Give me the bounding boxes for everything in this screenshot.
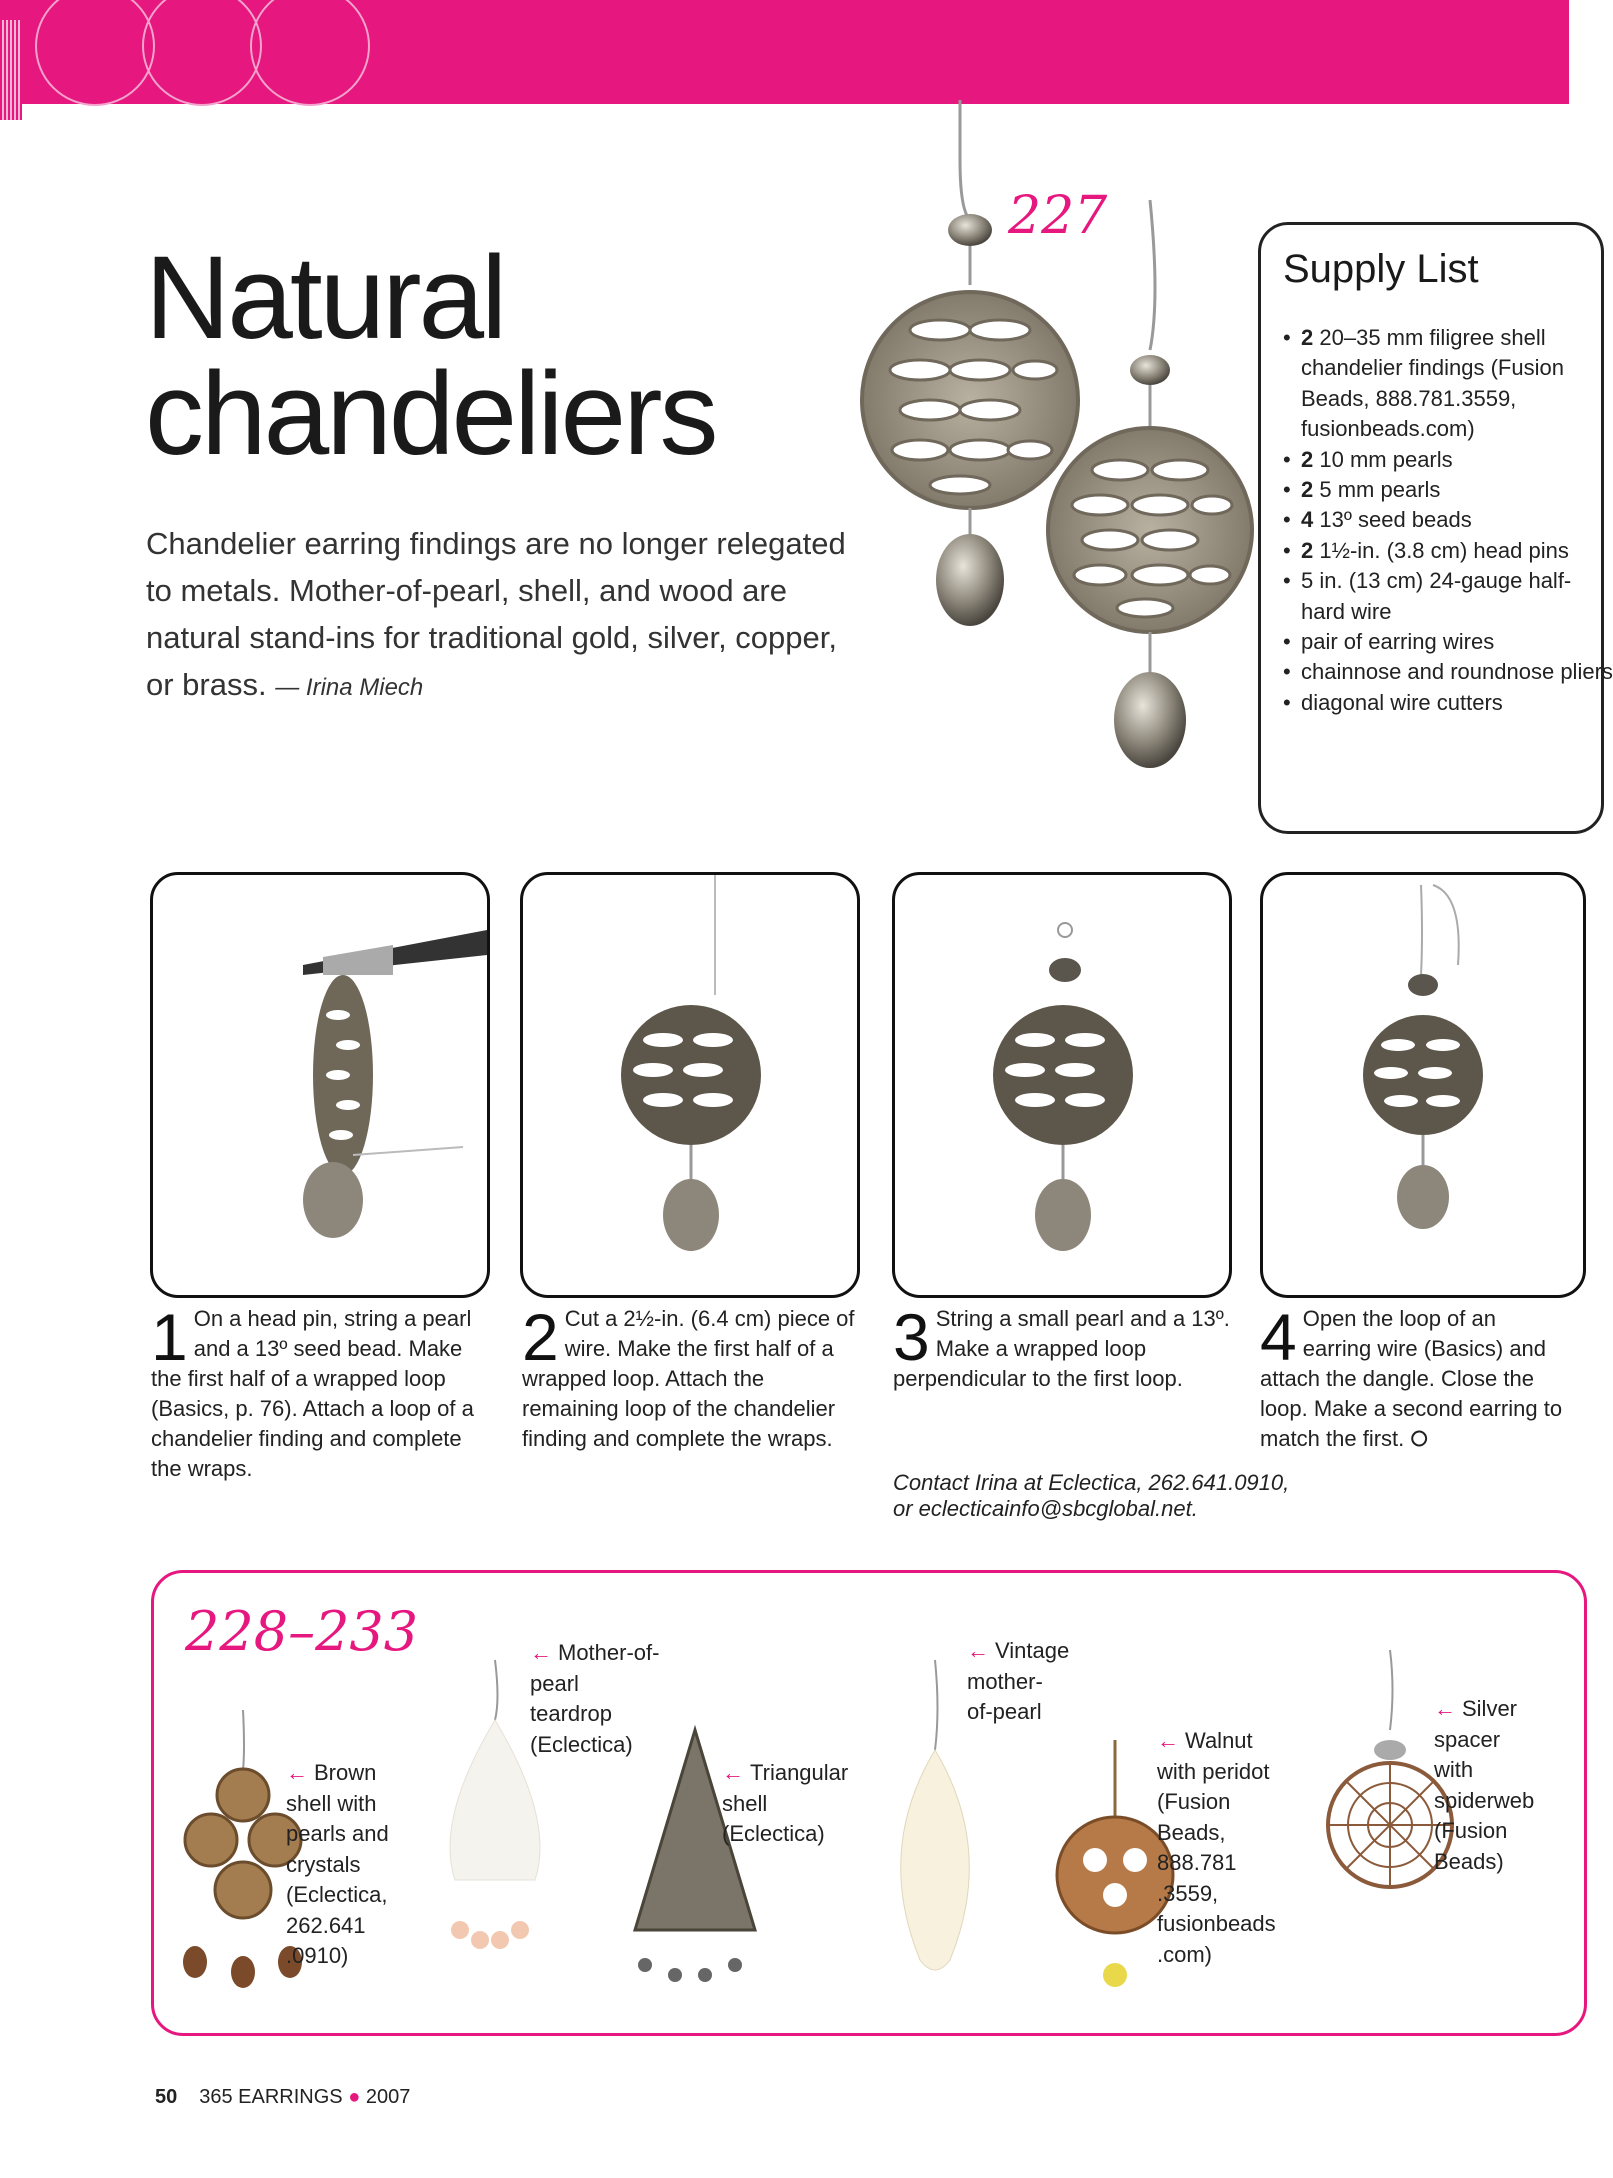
step-1-illustration [153,875,487,1295]
supply-item [1283,475,1613,505]
supply-list-heading: Supply List [1283,247,1479,291]
supply-qty: 2 [1301,477,1314,503]
supply-text: chainnose and roundnose pliers [1301,659,1613,685]
supply-item [1283,505,1613,535]
arrow-left-icon: ← [530,1640,552,1665]
supply-item [1283,657,1613,687]
step-2-photo [520,872,860,1298]
gallery-label-text: Silver spacer with spiderweb (Fusion Beads) [1434,1696,1535,1874]
hero-earrings-photo [860,100,1260,780]
intro-text: Chandelier earring findings are no longer relegated to metals. Mother-of-pearl, shell, and wood are natural stand-ins for traditional gold, silver, copper, or brass. [146,526,846,702]
supply-item [1283,566,1613,627]
step-number: 4 [1260,1300,1297,1374]
supply-qty: 2 [1301,537,1314,563]
supply-item [1283,323,1613,445]
step-instruction: String a small pearl and a 13º. Make a wrapped loop perpendicular to the first loop. [893,1306,1230,1391]
arrow-left-icon: ← [722,1760,744,1785]
contact-line: or eclecticainfo@sbcglobal.net. [893,1496,1198,1521]
project-number: 227 [1008,186,1108,246]
banner-circle [35,0,155,106]
intro-paragraph [146,520,866,711]
gallery-label-walnut [1157,1726,1276,1970]
arrow-left-icon: ← [286,1760,308,1785]
step-4-illustration [1263,875,1583,1295]
gallery-label-vintage [967,1636,1069,1728]
gallery-label-text: Brown shell with pearls and crystals (Eclectica, 262.641 .0910) [286,1760,389,1968]
arrow-left-icon: ← [1157,1728,1179,1753]
supply-text: 13º seed beads [1319,507,1472,533]
arrow-left-icon: ← [967,1638,989,1663]
step-instruction: Cut a 2½-in. (6.4 cm) piece of wire. Make the first half of a wrapped loop. Attach the remaining loop of the chandelier finding and complete the wraps. [522,1306,855,1451]
page-edge-strip [0,20,22,120]
supply-item [1283,688,1613,718]
page-title: Natural chandeliers [145,232,716,480]
step-number: 2 [522,1300,559,1374]
supply-item [1283,536,1613,566]
banner-circle [250,0,370,106]
step-instruction: Open the loop of an earring wire (Basics) and attach the dangle. Close the loop. Make a second earring to match the first. ⭘ [1260,1306,1563,1451]
arrow-left-icon: ← [1434,1696,1456,1721]
supply-text: 20–35 mm filigree shell chandelier findings (Fusion Beads, 888.781.3559, fusionbeads.com) [1301,325,1564,442]
step-2-illustration [523,875,857,1295]
footer-dot: ● [348,2086,361,2108]
step-3-text [893,1300,1233,1394]
step-instruction: On a head pin, string a pearl and a 13º seed bead. Make the first half of a wrapped loop (Basics, p. 76). Attach a loop of a chandelier finding and complete the wraps. [151,1306,474,1481]
gallery-number: 228–233 [185,1600,419,1663]
supply-qty: 2 [1301,446,1314,472]
supply-text: 5 in. (13 cm) 24-gauge half-hard wire [1301,568,1572,624]
supply-list [1283,323,1613,718]
supply-item [1283,627,1613,657]
supply-qty: 2 [1301,325,1314,350]
page-number: 50 [155,2086,178,2108]
gallery-label-teardrop [530,1638,659,1760]
supply-qty: 4 [1301,507,1314,533]
step-number: 3 [893,1300,930,1374]
gallery-label-text: Triangular shell (Eclectica) [722,1760,849,1846]
step-3-illustration [895,875,1229,1295]
publication-name: 365 EARRINGS [199,2086,343,2108]
gallery-label-text: Mother-of- pearl teardrop (Eclectica) [530,1640,660,1757]
supply-list-box [1258,222,1613,834]
page-footer [155,2086,410,2109]
gallery-label-text: Walnut with peridot (Fusion Beads, 888.781 .3559, fusionbeads .com) [1157,1728,1276,1967]
step-4-text [1260,1300,1566,1454]
contact-info [893,1470,1289,1522]
step-1-text [151,1300,491,1484]
supply-text: 5 mm pearls [1319,477,1441,503]
step-2-text [522,1300,862,1454]
supply-text: 10 mm pearls [1319,446,1453,472]
publication-year: 2007 [365,2086,411,2108]
step-3-photo [892,872,1232,1298]
step-number: 1 [151,1300,188,1374]
step-1-photo [150,872,490,1298]
gallery-label-spiderweb [1434,1694,1534,1877]
step-4-photo [1260,872,1586,1298]
supply-text: diagonal wire cutters [1301,689,1503,715]
supply-text: 1½-in. (3.8 cm) head pins [1319,537,1569,563]
intro-byline: — Irina Miech [275,674,424,701]
banner-circle [142,0,262,106]
supply-text: pair of earring wires [1301,629,1495,655]
gallery-label-brown-shell [286,1758,389,1972]
header-banner [0,0,1569,104]
gallery-label-triangular [722,1758,848,1850]
supply-item [1283,445,1613,475]
gallery-label-text: Vintage mother- of-pearl [967,1638,1070,1724]
contact-line: Contact Irina at Eclectica, 262.641.0910, [893,1470,1290,1495]
